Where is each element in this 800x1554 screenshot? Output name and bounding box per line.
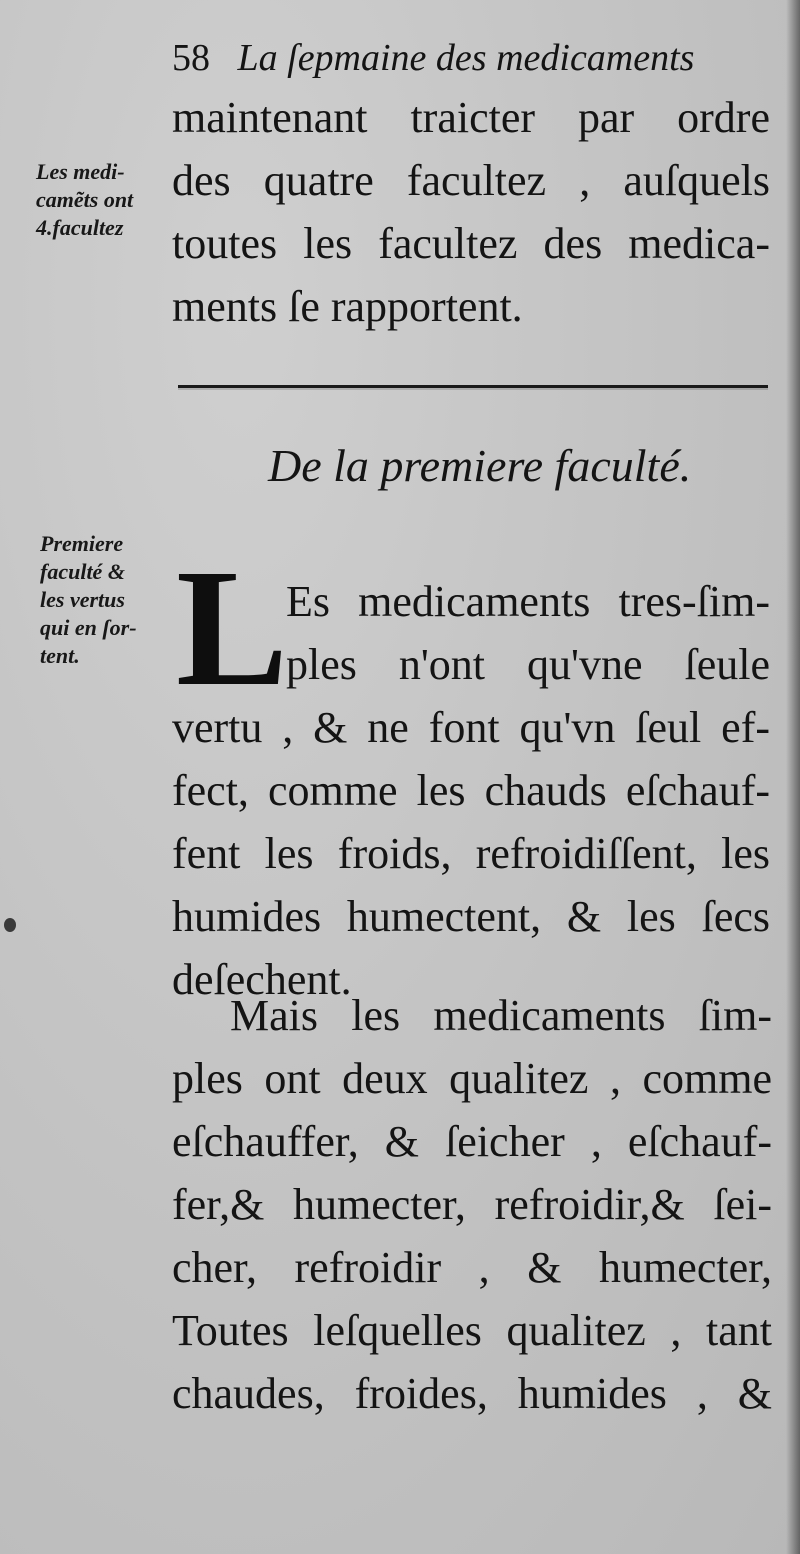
text-line: Mais les medicaments ſim-	[230, 991, 772, 1040]
paragraph-2	[172, 984, 772, 1425]
text-line: Es medicaments tres-ſim-	[286, 577, 770, 626]
text-line: Toutes leſquelles qualitez , tant	[172, 1306, 772, 1355]
text-line: toutes les facultez des medica-	[172, 219, 770, 268]
text-line: ples ont deux qualitez , comme	[172, 1054, 772, 1103]
text-line: fect, comme les chauds eſchauf-	[172, 766, 770, 815]
paragraph-1-body	[172, 696, 770, 1011]
text-line: fent les froids, refroidiſſent, les	[172, 829, 770, 878]
margin-note-line: 4.facultez	[36, 215, 124, 240]
section-divider-rule	[178, 385, 768, 388]
text-line: cher, refroidir , & humecter,	[172, 1243, 772, 1292]
text-line: maintenant traicter par ordre	[172, 93, 770, 142]
running-head	[172, 36, 772, 80]
margin-note-line: camẽts ont	[36, 187, 134, 212]
text-line: deſechent.	[172, 955, 352, 1004]
paragraph-1-opening	[286, 570, 770, 696]
text-line: chaudes, froides, humides , &	[172, 1369, 772, 1418]
text-line: vertu , & ne font qu'vn ſeul ef-	[172, 703, 770, 752]
margin-note-line: qui en ſor-	[40, 615, 137, 640]
text-line: humides humectent, & les ſecs	[172, 892, 770, 941]
text-line: ments ſe rapportent.	[172, 282, 523, 331]
margin-note-first-faculty	[40, 530, 137, 670]
page-number: 58	[172, 37, 210, 79]
text-line: eſchauffer, & ſeicher , eſchauf-	[172, 1117, 772, 1166]
drop-cap-initial: L	[176, 535, 289, 721]
intro-text	[172, 86, 770, 338]
margin-note-line: Les medi-	[36, 159, 125, 184]
section-heading: De la premiere faculté.	[268, 440, 692, 491]
text-line: fer,& humecter, refroidir,& ſei-	[172, 1180, 772, 1229]
margin-note-line: tent.	[40, 643, 80, 668]
margin-note-faculties	[36, 158, 133, 242]
ink-speck	[4, 918, 16, 932]
text-line: des quatre facultez , auſquels	[172, 156, 770, 205]
margin-note-line: les vertus	[40, 587, 125, 612]
margin-note-line: Premiere	[40, 531, 124, 556]
text-line: ples n'ont qu'vne ſeule	[286, 640, 770, 689]
running-title: La ſepmaine des medicaments	[237, 37, 695, 79]
margin-note-line: faculté &	[40, 559, 125, 584]
